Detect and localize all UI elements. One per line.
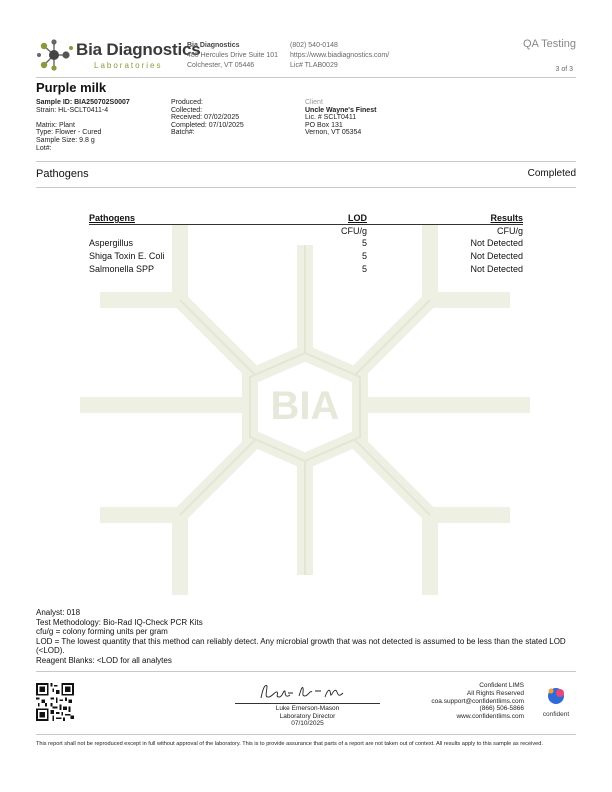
lab-license: Lic# TLAB0029: [290, 62, 338, 69]
lab-contact-block: [290, 41, 389, 71]
sample-info-block: [36, 99, 130, 152]
test-notes: [36, 608, 576, 666]
signature-date: 07/10/2025: [291, 720, 324, 728]
confident-logo-icon: [538, 685, 574, 721]
lims-email-link[interactable]: coa.support@confidentlims.com: [431, 697, 524, 705]
table-cell-analyte: Shiga Toxin E. Coli: [89, 251, 165, 261]
table-row: [89, 264, 523, 276]
table-cell-result: Not Detected: [470, 238, 523, 248]
table-cell-analyte: Aspergillus: [89, 238, 134, 248]
reagent-blanks-note: Reagent Blanks: <LOD for all analytes: [36, 655, 172, 665]
table-cell-lod: 5: [361, 251, 367, 261]
lod-note: LOD = The lowest quantity that this method can reliably detect. Any microbial growth that was not detected is assumed to be less than the stated LOD (<LOD).: [36, 636, 566, 656]
table-units-row: [89, 226, 523, 238]
sample-lot: Lot#:: [36, 144, 52, 152]
logo-sub-text: Laboratories: [94, 61, 163, 70]
lab-website-link[interactable]: https://www.biadiagnostics.com/: [290, 52, 390, 59]
sample-id: Sample ID: BIA250702S0007: [36, 99, 130, 106]
table-header-results: Results: [490, 213, 523, 223]
info-divider: [36, 161, 576, 162]
lims-name: Confident LIMS: [479, 682, 524, 689]
signatory-title: Laboratory Director: [279, 712, 336, 720]
sample-size: Sample Size: 9.8 g: [36, 136, 95, 144]
cfu-note: cfu/g = colony forming units per gram: [36, 627, 168, 637]
confident-logo-text: confident: [542, 711, 570, 718]
logo-main-text: Bia Diagnostics: [76, 40, 201, 59]
section-status: Completed: [527, 168, 576, 179]
table-cell-lod: 5: [361, 264, 367, 274]
page-number: 3 of 3: [555, 66, 573, 73]
lims-rights: All Rights Reserved: [466, 689, 524, 697]
sample-produced: Produced:: [171, 99, 203, 106]
sample-dates-block: [171, 99, 244, 137]
confident-logo: [538, 685, 574, 721]
client-address1: PO Box 131: [305, 121, 343, 129]
director-signature: [255, 680, 355, 704]
header-divider: [36, 77, 576, 78]
sample-title: Purple milk: [36, 80, 107, 95]
table-unit-lod: CFU/g: [340, 226, 367, 236]
client-label: Client: [305, 99, 323, 106]
table-header-lod: LOD: [348, 213, 367, 223]
lab-address-line2: Colchester, VT 05446: [187, 62, 255, 69]
table-header-pathogens: Pathogens: [89, 213, 136, 223]
lab-logo: [36, 38, 201, 72]
sample-collected: Collected:: [171, 106, 203, 114]
client-address2: Vernon, VT 05354: [305, 129, 362, 137]
notes-divider: [36, 671, 576, 672]
lab-phone: (802) 540-0148: [290, 42, 338, 49]
sample-completed: Completed: 07/10/2025: [171, 121, 244, 129]
table-header-row: [89, 213, 523, 225]
signatory-block: [235, 705, 380, 728]
client-block: [305, 99, 376, 137]
lims-info-block: [431, 682, 524, 721]
table-cell-result: Not Detected: [470, 264, 523, 274]
lab-name: Bia Diagnostics: [187, 42, 240, 49]
lims-phone: (866) 506-5866: [479, 705, 524, 713]
qr-code[interactable]: [36, 683, 74, 721]
table-row: [89, 238, 523, 250]
watermark-text: BIA: [270, 384, 340, 428]
section-divider: [36, 187, 576, 188]
client-license: Lic. # SCLT0411: [305, 114, 357, 122]
sample-batch: Batch#:: [171, 129, 195, 137]
sample-strain: Strain: HL-SCLT0411-4: [36, 106, 109, 114]
table-row: [89, 251, 523, 263]
bia-molecule-icon: [36, 38, 76, 72]
lims-website-link[interactable]: www.confidentlims.com: [456, 713, 524, 721]
table-cell-lod: 5: [361, 238, 367, 248]
section-title: Pathogens: [36, 168, 89, 180]
signatory-name: Luke Emerson-Mason: [275, 705, 340, 712]
table-cell-result: Not Detected: [470, 251, 523, 261]
lab-address-block: [187, 41, 278, 71]
table-cell-analyte: Salmonella SPP: [89, 264, 155, 274]
analyst-note: Analyst: 018: [36, 608, 81, 617]
table-unit-results: CFU/g: [496, 226, 523, 236]
sample-type: Type: Flower - Cured: [36, 129, 102, 137]
lab-address-line1: 480 Hercules Drive Suite 101: [187, 52, 279, 59]
sample-matrix: Matrix: Plant: [36, 121, 75, 129]
footer-divider: [36, 734, 576, 735]
signature-line: [235, 703, 380, 704]
disclaimer-text: This report shall not be reproduced except in full without approval of the laboratory. This is to provide assurance that parts of a report are not taken out of context. All results apply to this sample as received.: [36, 741, 543, 747]
client-name: Uncle Wayne's Finest: [305, 106, 377, 114]
sample-received: Received: 07/02/2025: [171, 114, 240, 122]
qa-testing-label: QA Testing: [523, 38, 576, 50]
methodology-note: Test Methodology: Bio-Rad IQ-Check PCR Kits: [36, 617, 203, 627]
